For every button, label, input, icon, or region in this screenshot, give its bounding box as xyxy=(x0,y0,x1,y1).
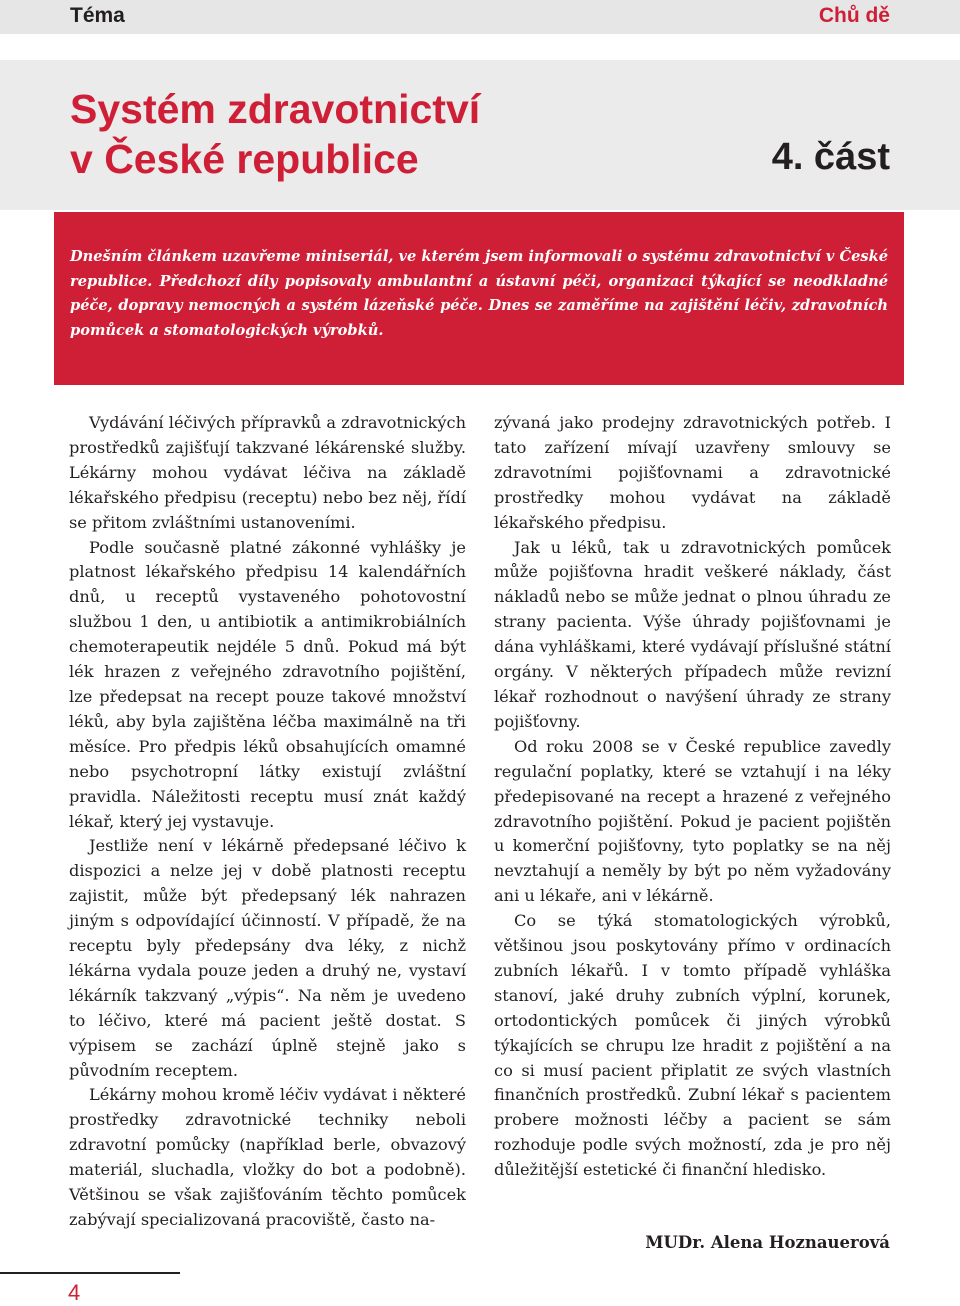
column-left xyxy=(69,411,466,1233)
footer-rule xyxy=(0,1272,180,1274)
paragraph-continued: zývaná jako prodejny zdravotnických potřeb. I tato zařízení mívají uzavřeny smlouvy se zdravotními pojišťovnami a zdravotnické prostředky mohou vydávat na základě lékařského předpisu. xyxy=(494,413,891,532)
header-right-label: Chů dě xyxy=(818,4,890,27)
paragraph: Jestliže není v lékárně předepsané léčivo k dispozici a nelze jej v době platnosti receptu zajistit, může být předepsaný lék nahrazen jiným s odpovídající účinností. V případě, že na receptu byly předepsány dva léky, z nichž lékárna vydala pouze jeden a druhý ne, vystaví lékárník takzvaný „výpis“. Na něm je uvedeno to léčivo, které má pacient ještě dostat. S výpisem se zachází úplně stejně jako s původním receptem. xyxy=(69,836,466,1080)
author-signature: MUDr. Alena Hoznauerová xyxy=(645,1233,890,1252)
part-label: 4. část xyxy=(771,136,890,178)
lead-box xyxy=(54,212,904,385)
paragraph: Co se týká stomatologických výrobků, většinou jsou poskytovány přímo v ordinacích zubních lékařů. I v tomto případě vyhláška stanoví, jaké druhy zubních výplní, korunek, ortodontických pomůcek či jiných výrobků týkajících se chrupu lze hradit z pojištění a na co si musí pacient připlatit ze svých vlastních finančních prostředků. Zubní lékař s pacientem probere možnosti léčby a pacient se sám rozhoduje podle svých možností, zda je pro něj důležitější estetické či finanční hledisko. xyxy=(494,911,891,1180)
column-right xyxy=(494,411,891,1183)
page-number: 4 xyxy=(68,1280,81,1305)
paragraph: Od roku 2008 se v České republice zavedly regulační poplatky, které se vztahují i na léky předepisované na recept a hrazené z veřejného zdravotního pojištění. Pokud je pacient pojištěn u komerční pojišťovny, tyto poplatky se na něj nevztahují a neměly by být po něm vyžadovány ani u lékaře, ani v lékárně. xyxy=(494,736,891,906)
lead-text: Dnešním článkem uzavřeme miniseriál, ve kterém jsem informovali o systému zdravotnictví v České republice. Předchozí díly popisovaly ambulantní a ústavní péči, organizaci týkající se neodkladné péče, dopravy nemocných a systém lázeňské péče. Dnes se zaměříme na zajištění léčiv, zdravotních pomůcek a stomatologických výrobků. xyxy=(70,248,888,339)
title-line-2: v České republice xyxy=(70,136,419,182)
title-line-1: Systém zdravotnictví xyxy=(70,86,481,132)
header-bar xyxy=(0,0,960,34)
paragraph: Podle současně platné zákonné vyhlášky je platnost lékařského předpisu 14 kalendářních dnů, u receptů vystaveného pohotovostní službou 1 den, u antibiotik a antimikrobiálních chemoterapeutik nejdéle 5 dnů. Pokud má být lék hrazen z veřejného zdravotního pojištění, lze předepsat na recept pouze takové množství léků, aby byla zajištěna léčba maximálně na tři měsíce. Pro předpis léků obsahujících omamné nebo psychotropní látky existují zvláštní pravidla. Náležitosti receptu musí znát každý lékař, který jej vystavuje. xyxy=(69,537,466,831)
paragraph: Lékárny mohou kromě léčiv vydávat i některé prostředky zdravotnické techniky neboli zdravotní pomůcky (například berle, obvazový materiál, sluchadla, vložky do bot a podobně). Většinou se však zajišťováním těchto pomůcek zabývají specializovaná pracoviště, často na- xyxy=(69,1085,466,1229)
paragraph: Jak u léků, tak u zdravotnických pomůcek může pojišťovna hradit veškeré náklady, část nákladů nebo se může jednat o plnou úhradu ze strany pacienta. Výše úhrady pojišťovnami je dána vyhláškami, které vydávají příslušné státní orgány. V některých případech může revizní lékař rozhodnout o navýšení úhrady ze strany pojišťovny. xyxy=(494,537,891,731)
paragraph: Vydávání léčivých přípravků a zdravotnických prostředků zajišťují takzvané lékárenské služby. Lékárny mohou vydávat léčiva na základě lékařského předpisu (receptu) nebo bez něj, řídí se přitom zvláštními ustanoveními. xyxy=(69,413,466,532)
section-label: Téma xyxy=(70,4,125,27)
article-title xyxy=(70,84,480,184)
